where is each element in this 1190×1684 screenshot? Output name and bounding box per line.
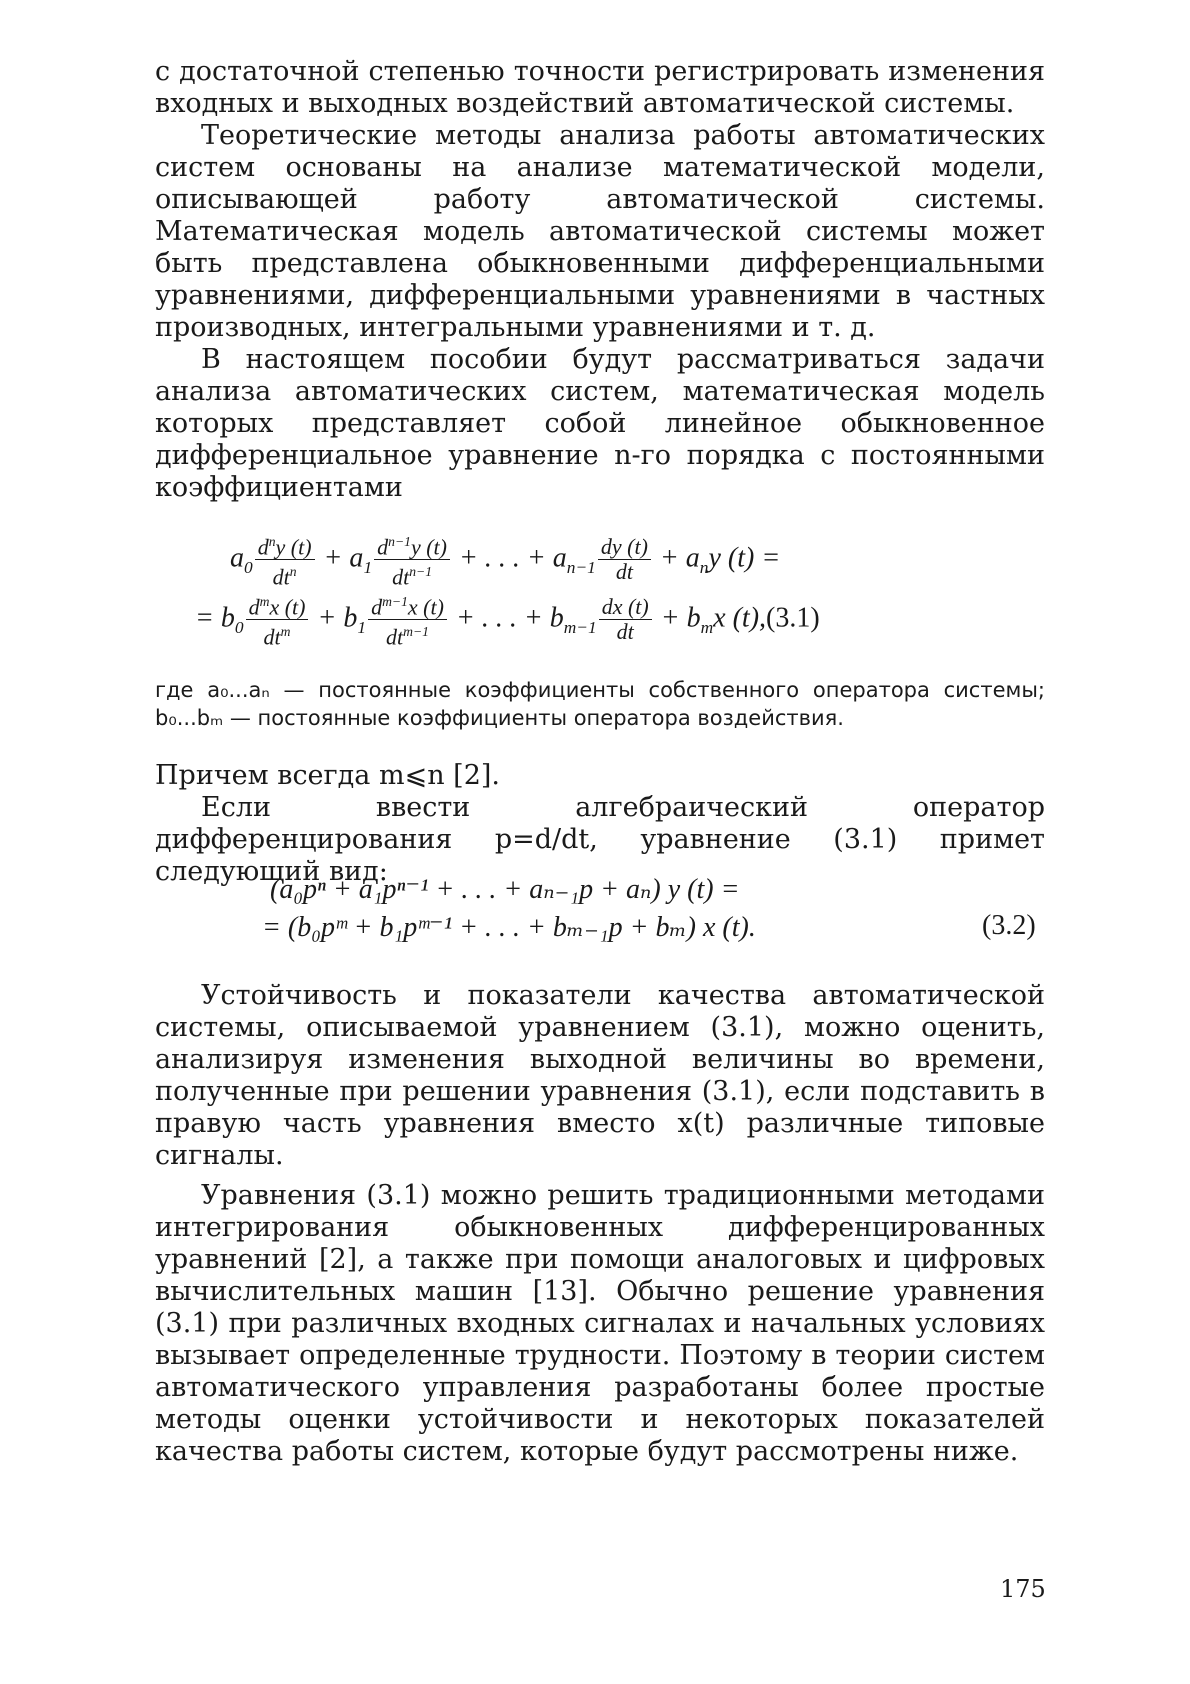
equation-3-2-line-1: (a₀pⁿ + a₁pⁿ⁻¹ + . . . + aₙ₋₁p + aₙ) y (t) = <box>270 874 740 905</box>
equation-3-1-line-2: = $b_0$ $\frac{d^mx (t)}{dt^m}$ + $b_1$ $\frac{d^{m-1}x (t)}{dt^{m-1}}$ + . . . + $b_{m-1}$ $\frac{dx (t)}{dt}$ + $b_mx$ (t),(3.1) <box>195 590 820 650</box>
text-block-bottom <box>155 980 1045 1468</box>
note-a-coefficients: где a₀...aₙ — постоянные коэффициенты собственного оператора системы; <box>155 678 1045 702</box>
equation-3-1-line-1: $a_0$ $\frac{d^ny (t)}{dt^n}$ + $a_1$ $\frac{d^{n-1}y (t)}{dt^{n-1}}$ + . . . + $a_{n-1}$ $\frac{dy (t)}{dt}$ + $a_ny$ (t) = <box>230 530 780 590</box>
paragraph-this-manual: В настоящем пособии будут рассматриваться задачи анализа автоматических систем, математическая модель которых представляет собой линейное обыкновенное дифференциальное уравнение n-го порядка с постоянными коэффициентами <box>155 344 1045 503</box>
paragraph-solution-methods: Уравнения (3.1) можно решить традиционными методами интегрирования обыкновенных дифференцированных уравнений [2], а также при помощи аналоговых и цифровых вычислительных машин [13]. Обычно решение уравнения (3.1) при различных входных сигналах и начальных условиях вызывает определенные трудности. Поэтому в теории систем автоматического управления разработаны более простые методы оценки устойчивости и некоторых показателей качества работы систем, которые будут рассмотрены ниже. <box>155 1180 1045 1467</box>
paragraph-theoretical-methods: Теоретические методы анализа работы автоматических систем основаны на анализе математической модели, описывающей работу автоматической системы. Математическая модель автоматической системы может быть представлена обыкновенными дифференциальными уравнениями, дифференциальными уравнениями в частных производных, интегральными уравнениями и т. д. <box>155 120 1045 343</box>
note-b-coefficients: b₀...bₘ — постоянные коэффициенты оператора воздействия. <box>155 706 844 730</box>
equation-3-1-number: (3.1) <box>766 602 820 634</box>
paragraph-m-le-n: Причем всегда m⩽n [2]. <box>155 760 501 791</box>
paragraph-operator-p: Если ввести алгебраический оператор дифференцирования p=d/dt, уравнение (3.1) примет следующий вид: <box>155 792 1045 887</box>
coefficient-note <box>155 676 1045 732</box>
text-block-middle <box>155 760 1045 888</box>
equation-3-2-number <box>982 910 1036 942</box>
paragraph-stability: Устойчивость и показатели качества автоматической системы, описываемой уравнением (3.1), можно оценить, анализируя изменения выходной величины во времени, полученные при решении уравнения (3.1), если подставить в правую часть уравнения вместо x(t) различные типовые сигналы. <box>155 980 1045 1171</box>
equation-3-2-number-text: (3.2) <box>982 910 1036 941</box>
text-block-top <box>155 56 1045 504</box>
page-number: 175 <box>1000 1575 1046 1603</box>
paragraph-continuation: с достаточной степенью точности регистрировать изменения входных и выходных воздействий автоматической системы. <box>155 56 1045 119</box>
equation-3-2-line-2: = (b₀pᵐ + b₁pᵐ⁻¹ + . . . + bₘ₋₁p + bₘ) x (t). <box>262 912 756 943</box>
